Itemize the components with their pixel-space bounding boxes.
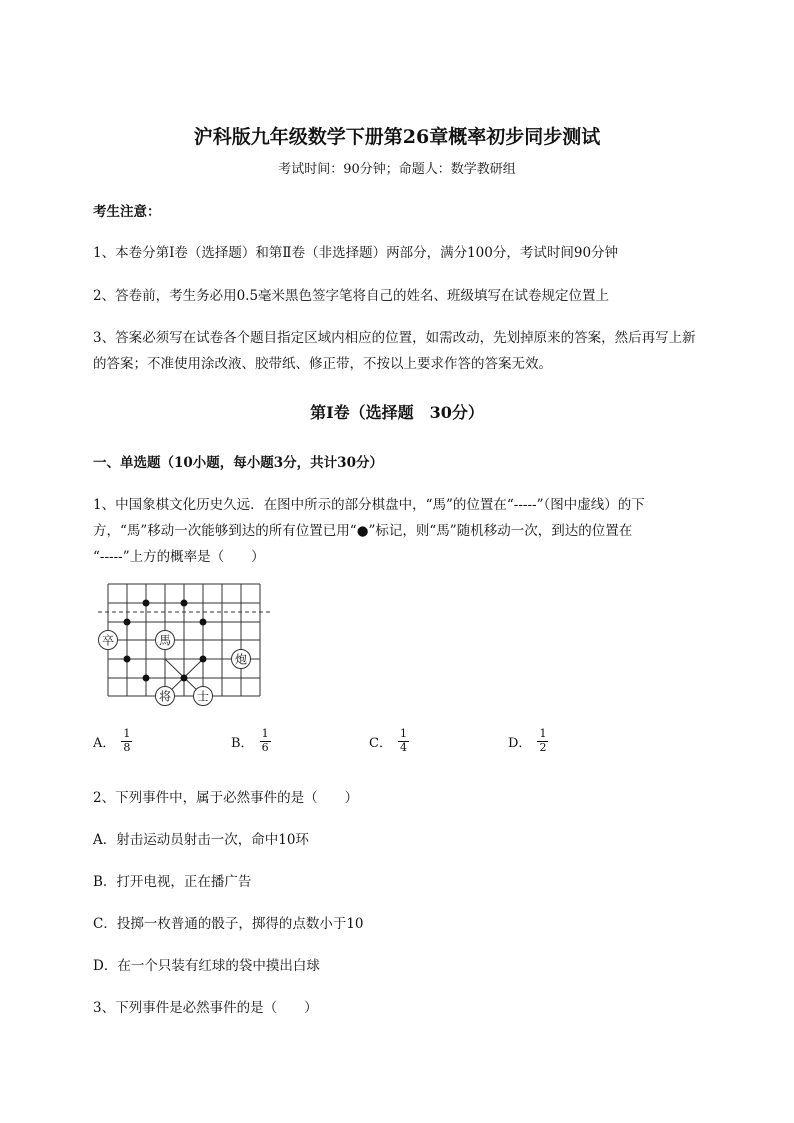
piece-horse xyxy=(156,631,175,650)
piece-cannon xyxy=(232,650,251,669)
fraction xyxy=(121,728,132,754)
fraction-denominator: 4 xyxy=(399,740,407,754)
option-label: D． xyxy=(508,735,532,751)
chess-board-figure xyxy=(90,578,280,708)
question-1-line-2: 方，“馬”移动一次能够到达的所有位置已用“●”标记，则“馬”随机移动一次，到达的位置在 xyxy=(93,523,633,539)
piece-advisor xyxy=(194,687,213,706)
piece-advisor-label: 士 xyxy=(196,689,210,704)
fraction-numerator: 1 xyxy=(399,727,407,740)
notice-item-3-continued: 的答案；不准使用涂改液、胶带纸、修正带，不按以上要求作答的答案无效。 xyxy=(93,356,552,372)
fraction-numerator: 1 xyxy=(123,727,131,740)
fraction-denominator: 8 xyxy=(123,740,131,754)
fraction xyxy=(537,728,548,754)
q2-option-c: C．投掷一枚普通的骰子，掷得的点数小于10 xyxy=(93,916,364,932)
option-label: B． xyxy=(231,735,254,751)
fraction-denominator: 6 xyxy=(261,740,269,754)
q1-option-c xyxy=(369,728,409,754)
question-1-line-1: 1、中国象棋文化历史久远．在图中所示的部分棋盘中，“馬”的位置在“-----”（图中虚线）的下 xyxy=(93,497,645,513)
question-2-stem: 2、下列事件中，属于必然事件的是（ ） xyxy=(93,790,359,806)
fraction xyxy=(398,728,409,754)
option-label: A． xyxy=(93,735,116,751)
q1-option-d xyxy=(508,728,548,754)
notice-item-2: 2、答卷前，考生务必用0.5毫米黑色签字笔将自己的姓名、班级填写在试卷规定位置上 xyxy=(93,288,610,304)
fraction-numerator: 1 xyxy=(261,727,269,740)
q2-option-d: D．在一个只装有红球的袋中摸出白球 xyxy=(93,958,320,974)
piece-soldier-label: 卒 xyxy=(101,633,115,648)
notice-item-1: 1、本卷分第I卷（选择题）和第Ⅱ卷（非选择题）两部分，满分100分，考试时间90分钟 xyxy=(93,245,619,261)
piece-soldier xyxy=(99,631,118,650)
part-heading: 一、单选题（10小题，每小题3分，共计30分） xyxy=(93,455,383,471)
piece-cannon-label: 炮 xyxy=(234,652,248,667)
q1-option-b xyxy=(231,728,271,754)
piece-general xyxy=(156,687,175,706)
option-label: C． xyxy=(369,735,392,751)
fraction xyxy=(260,728,271,754)
notice-heading: 考生注意： xyxy=(93,204,161,220)
question-3-stem: 3、下列事件是必然事件的是（ ） xyxy=(93,1000,318,1016)
notice-item-3: 3、答案必须写在试卷各个题目指定区域内相应的位置，如需改动，先划掉原来的答案，然后再写上新 xyxy=(93,330,696,346)
fraction-numerator: 1 xyxy=(539,727,547,740)
q2-option-b: B．打开电视，正在播广告 xyxy=(93,874,252,890)
piece-horse-label: 馬 xyxy=(158,633,172,648)
q2-option-a: A．射击运动员射击一次，命中10环 xyxy=(93,832,309,848)
exam-info: 考试时间：90分钟；命题人：数学教研组 xyxy=(278,162,516,177)
fraction-denominator: 2 xyxy=(539,740,547,754)
q1-option-a xyxy=(93,728,132,754)
question-1-line-3: “-----”上方的概率是（ ） xyxy=(93,549,265,565)
piece-general-label: 将 xyxy=(158,689,172,704)
section-title: 第I卷（选择题 30分） xyxy=(310,403,484,422)
page-title: 沪科版九年级数学下册第26章概率初步同步测试 xyxy=(193,126,601,148)
